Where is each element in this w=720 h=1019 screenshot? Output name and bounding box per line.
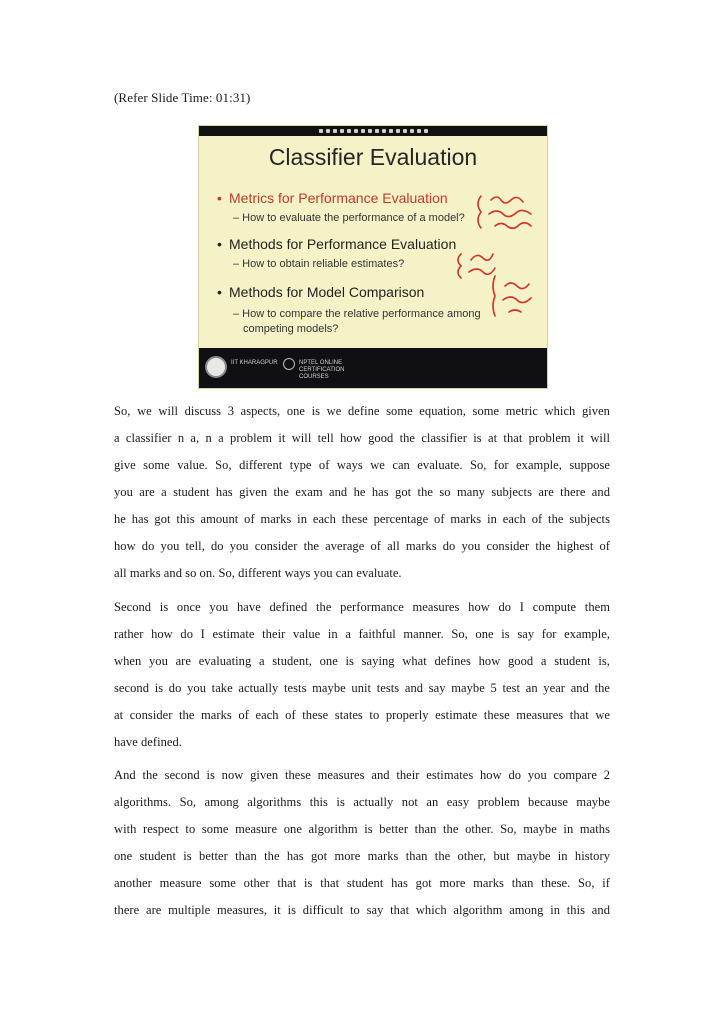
paragraph-line: you are a student has given the exam and he has got the so many subjects are there and	[114, 485, 610, 499]
lecture-slide-image	[199, 126, 547, 388]
paragraph-line: another measure some other that is that student has got more marks than these. So, if	[114, 876, 610, 890]
paragraph-line: give some value. So, different type of ways we can evaluate. So, for example, suppose	[114, 458, 610, 472]
slide-title: Classifier Evaluation	[268, 144, 478, 170]
paragraph-line: there are multiple measures, it is difficult to say that which algorithm among in this and	[114, 903, 610, 917]
footer-left-text: IIT KHARAGPUR	[231, 360, 278, 366]
paragraph-line: with respect to some measure one algorithm is better than the other. So, maybe in maths	[114, 822, 610, 836]
slide-subbullet-1: – How to evaluate the performance of a model?	[233, 212, 465, 224]
nptel-logo-icon	[283, 358, 295, 370]
footer-center-text: NPTEL ONLINE CERTIFICATION COURSES	[299, 360, 345, 380]
paragraph-2	[114, 594, 610, 756]
paragraph-line: how do you tell, do you consider the average of all marks do you consider the highest of	[114, 539, 610, 553]
paragraph-line: one student is better than the has got more marks than the other, but maybe in history	[114, 849, 610, 863]
paragraph-line: And the second is now given these measures and their estimates how do you compare 2	[114, 768, 610, 782]
slide-subbullet-2: – How to obtain reliable estimates?	[233, 258, 405, 270]
slide-subbullet-3: – How to compare the relative performance among	[233, 308, 481, 320]
paragraph-line: he has got this amount of marks in each these percentage of marks in each of the subjects	[114, 512, 610, 526]
paragraph-line: Second is once you have defined the performance measures how do I compute them	[114, 600, 610, 614]
refer-slide-time: (Refer Slide Time: 01:31)	[114, 90, 251, 105]
slide-subbullet-3-cont: competing models?	[243, 323, 339, 335]
paragraph-line: algorithms. So, among algorithms this is actually not an easy problem because maybe	[114, 795, 610, 809]
slide-bullet-1: • Metrics for Performance Evaluation	[217, 190, 448, 206]
iit-logo-icon	[205, 356, 227, 378]
paragraph-line: rather how do I estimate their value in a faithful manner. So, one is say for example,	[114, 627, 610, 641]
slide-bullet-3: • Methods for Model Comparison	[217, 284, 425, 300]
paragraph-line: at consider the marks of each of these states to properly estimate these measures that we	[114, 708, 610, 722]
handwritten-annotations	[199, 126, 547, 348]
paragraph-line: second is do you take actually tests maybe unit tests and say maybe 5 test an year and the	[114, 681, 610, 695]
paragraph-line: a classifier n a, n a problem it will tell how good the classifier is at that problem it will	[114, 431, 610, 445]
paragraph-line: all marks and so on. So, different ways you can evaluate.	[114, 566, 402, 580]
paragraph-line: So, we will discuss 3 aspects, one is we define some equation, some metric which given	[114, 404, 610, 418]
paragraph-1	[114, 398, 610, 587]
paragraph-line: when you are evaluating a student, one is saying what defines how good a student is,	[114, 654, 610, 668]
paragraph-line: have defined.	[114, 735, 182, 749]
slide-footer	[199, 348, 547, 388]
slide-bullet-2: • Methods for Performance Evaluation	[217, 236, 457, 252]
paragraph-3	[114, 762, 610, 924]
